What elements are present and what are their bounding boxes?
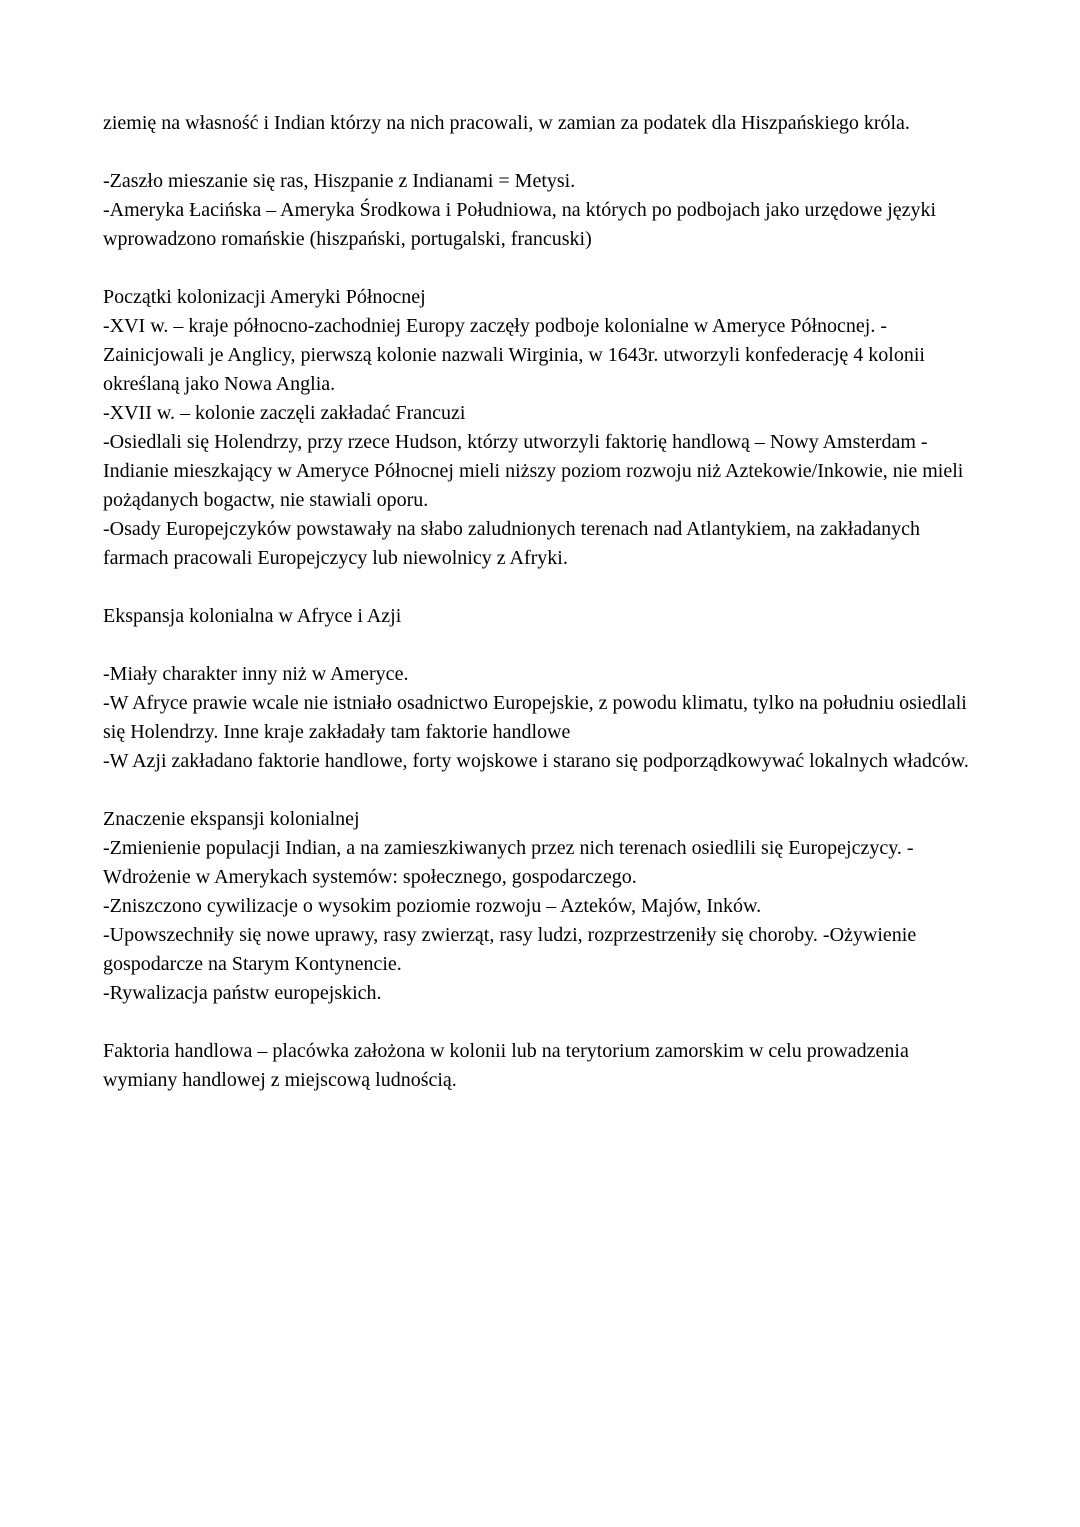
section-heading: Ekspansja kolonialna w Afryce i Azji [103,605,402,627]
text-line: ziemię na własność i Indian którzy na nich pracowali, w zamian za podatek dla Hiszpańskiego króla. [103,112,910,134]
text-line: -XVI w. – kraje północno-zachodniej Europy zaczęły podboje kolonialne w Ameryce Północnej. -Zainicjowali je Anglicy, pierwszą kolonie nazwali Wirginia, w 1643r. utworzyli konfederację 4 kolonii określaną jako Nowa Anglia. [103,315,925,395]
text-line: -Rywalizacja państw europejskich. [103,982,382,1004]
text-line: -Upowszechniły się nowe uprawy, rasy zwierząt, rasy ludzi, rozprzestrzeniły się choroby. -Ożywienie gospodarcze na Starym Kontynencie. [103,924,917,975]
text-line: Faktoria handlowa – placówka założona w kolonii lub na terytorium zamorskim w celu prowadzenia wymiany handlowej z miejscową ludnością. [103,1040,909,1091]
text-line: -W Afryce prawie wcale nie istniało osadnictwo Europejskie, z powodu klimatu, tylko na południu osiedlali się Holendrzy. Inne kraje zakładały tam faktorie handlowe [103,692,967,743]
section-heading: Początki kolonizacji Ameryki Północnej [103,286,426,308]
paragraph-ekspansja-body [103,660,983,776]
text-line: -Osiedlali się Holendrzy, przy rzece Hudson, którzy utworzyli faktorię handlową – Nowy Amsterdam -Indianie mieszkający w Ameryce Północnej mieli niższy poziom rozwoju niż Aztekowie/Inkowie, nie mieli pożądanych bogactw, nie stawiali oporu. [103,431,964,511]
text-line: -Zaszło mieszanie się ras, Hiszpanie z Indianami = Metysi. [103,170,576,192]
paragraph-ekspansja-heading [103,602,983,631]
text-line: -Ameryka Łacińska – Ameryka Środkowa i Południowa, na których po podbojach jako urzędowe języki wprowadzono romańskie (hiszpański, portugalski, francuski) [103,199,937,250]
paragraph-poczatki-kolonizacji [103,283,983,573]
text-line: -Zniszczono cywilizacje o wysokim poziomie rozwoju – Azteków, Majów, Inków. [103,895,762,917]
text-line: -Zmienienie populacji Indian, a na zamieszkiwanych przez nich terenach osiedlili się Europejczycy. -Wdrożenie w Amerykach systemów: społecznego, gospodarczego. [103,837,914,888]
paragraph-intro-continuation [103,109,983,138]
text-line: -Osady Europejczyków powstawały na słabo zaludnionych terenach nad Atlantykiem, na zakładanych farmach pracowali Europejczycy lub niewolnicy z Afryki. [103,518,920,569]
paragraph-mieszanie-ras [103,167,983,254]
text-line: -Miały charakter inny niż w Ameryce. [103,663,409,685]
text-line: -XVII w. – kolonie zaczęli zakładać Francuzi [103,402,466,424]
section-heading: Znaczenie ekspansji kolonialnej [103,808,360,830]
paragraph-znaczenie-ekspansji [103,805,983,1008]
paragraph-faktoria-definicja [103,1037,983,1095]
text-line: -W Azji zakładano faktorie handlowe, forty wojskowe i starano się podporządkowywać lokalnych władców. [103,750,969,772]
